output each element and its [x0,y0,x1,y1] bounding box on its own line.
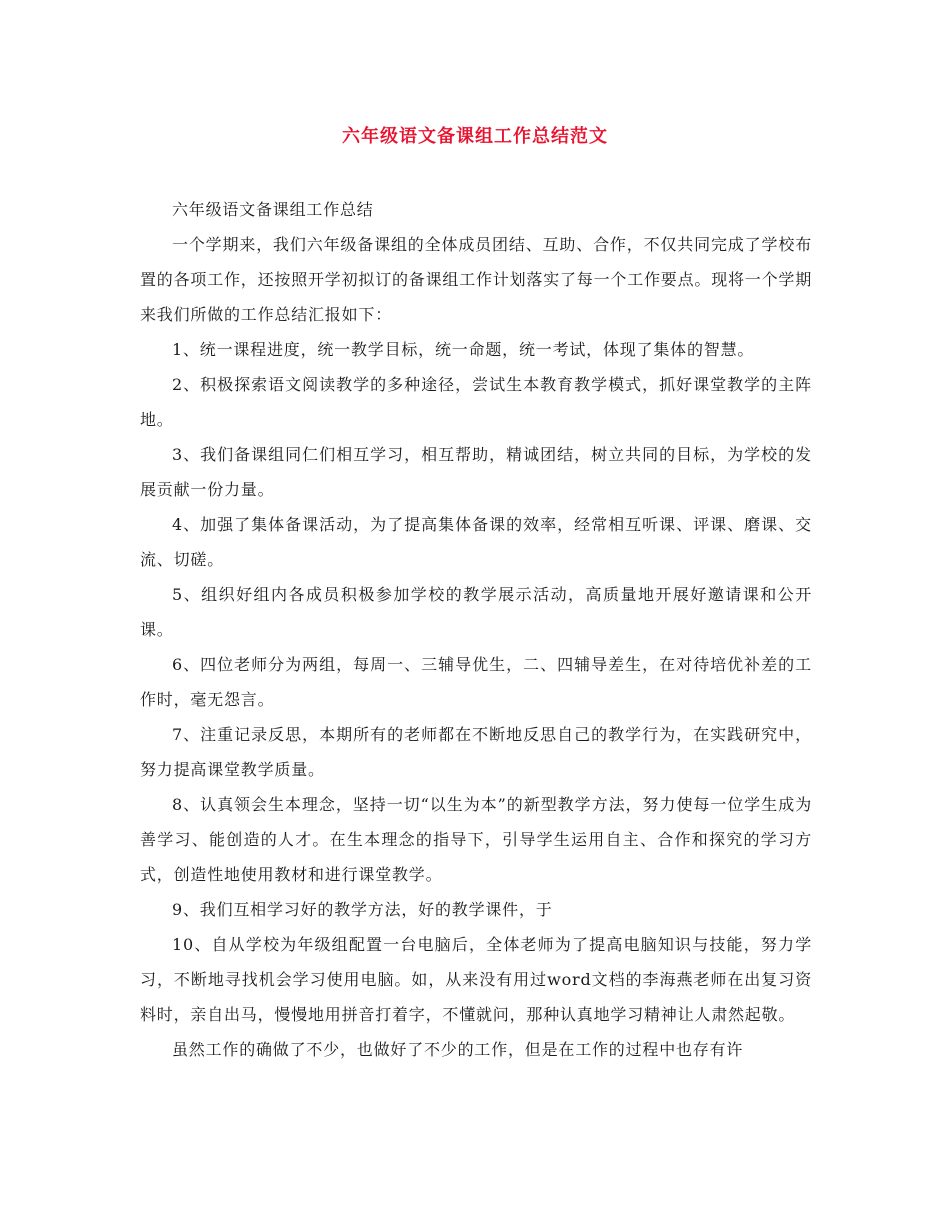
paragraph-item-4: 4、加强了集体备课活动，为了提高集体备课的效率，经常相互听课、评课、磨课、交流、切磋。 [140,515,812,569]
paragraph-subtitle: 六年级语文备课组工作总结 [172,200,374,219]
paragraph-item-5: 5、组织好组内各成员积极参加学校的教学展示活动，高质量地开展好邀请课和公开课。 [140,585,812,639]
paragraph-intro: 一个学期来，我们六年级备课组的全体成员团结、互助、合作，不仅共同完成了学校布置的各项工作，还按照开学初拟订的备课组工作计划落实了每一个工作要点。现将一个学期来我们所做的工作总结汇报如下： [140,235,813,324]
paragraph-item-6: 6、四位老师分为两组，每周一、三辅导优生，二、四辅导差生，在对待培优补差的工作时，毫无怨言。 [140,655,812,709]
paragraph-item-3: 3、我们备课组同仁们相互学习，相互帮助，精诚团结，树立共同的目标，为学校的发展贡献一份力量。 [140,445,812,499]
document-title: 六年级语文备课组工作总结范文 [342,126,608,147]
paragraph-item-9: 9、我们互相学习好的教学方法，好的教学课件，于 [172,900,553,919]
document-body [140,192,812,1067]
paragraph-item-7: 7、注重记录反思，本期所有的老师都在不断地反思自己的教学行为，在实践研究中，努力提高课堂教学质量。 [140,725,812,779]
paragraph-item-8: 8、认真领会生本理念，坚持一切“以生为本”的新型教学方法，努力使每一位学生成为善学习、能创造的人才。在生本理念的指导下，引导学生运用自主、合作和探究的学习方式，创造性地使用教材和进行课堂教学。 [140,795,812,884]
paragraph-item-10: 10、自从学校为年级组配置一台电脑后，全体老师为了提高电脑知识与技能，努力学习，不断地寻找机会学习使用电脑。如，从来没有用过word文档的李海燕老师在出复习资料时，亲自出马，慢慢地用拼音打着字，不懂就问，那种认真地学习精神让人肃然起敬。 [140,935,812,1024]
paragraph-item-2: 2、积极探索语文阅读教学的多种途径，尝试生本教育教学模式，抓好课堂教学的主阵地。 [140,375,812,429]
paragraph-item-1: 1、统一课程进度，统一教学目标，统一命题，统一考试，体现了集体的智慧。 [172,340,755,359]
paragraph-closing: 虽然工作的确做了不少，也做好了不少的工作，但是在工作的过程中也存有许 [172,1040,744,1059]
